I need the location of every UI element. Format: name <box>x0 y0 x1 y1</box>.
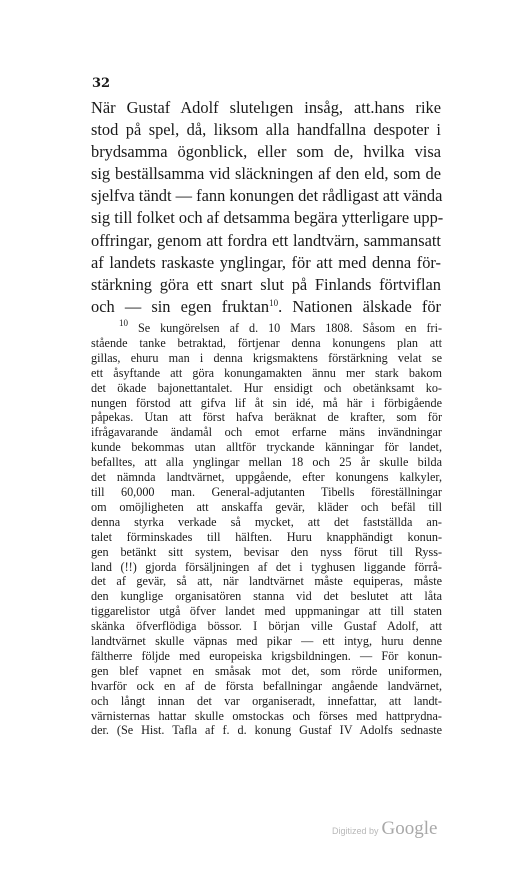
footnote-marker: 10 <box>269 297 279 308</box>
footnote-line: fältherre följde med europeiska krigsbildningen. — För konun- <box>91 648 442 663</box>
footnote-line: värnisternas hattar skulle omstockas och förses med hattprydna- <box>91 708 442 723</box>
footnote-line: ett åsyftande att göra konungamakten ännu mer stark bakom <box>91 365 442 380</box>
footnote-line: talet förminskades till hälften. Huru knapphändigt konun- <box>91 529 442 544</box>
footnote-line: påpekas. Utan att först hafva beräknat de krafter, som för <box>91 410 442 425</box>
body-line-last-before: och — sin egen fruktan <box>91 296 270 316</box>
footnote-line: tiggarelistor utgå öfver landet med uppmaningar att till staten <box>91 604 442 619</box>
footnote-line: landtvärnet skulle väpnas med pikar — ett intyg, huru denne <box>91 634 442 649</box>
footnote-line: land (!!) gjorda försäljningen af det i tyghusen liggande förrå- <box>91 559 442 574</box>
body-line: offringar, genom att fordra ett landtvärn, sammansatt <box>91 230 441 250</box>
body-line: stod på spel, då, liksom alla handfallna despoter i <box>91 120 441 140</box>
footnote-line: der. (Se Hist. Tafla af f. d. konung Gustaf IV Adolfs sednaste <box>91 723 442 738</box>
footnote-line: om omöjligheten att anskaffa gevär, kläder och befäl till <box>91 499 442 514</box>
footnote-line: nungen förstod att gifva lif åt sin idé, må här i förbigående <box>91 395 442 410</box>
footnote-line: denna styrka verkade så mycket, att det fastställda an- <box>91 514 442 529</box>
footnote-line: stående tanke betraktad, förtjenar denna konungens plan att <box>91 335 442 350</box>
footnote-line: gillas, ehuru man i denna krigsmaktens förstärkning velat se <box>91 350 442 365</box>
footnote-line: hvarför ock en af de första befallningar angående landvärnet, <box>91 678 442 693</box>
footnote-line: kunde bekommas utan alltför tryckande känningar för landet, <box>91 440 442 455</box>
google-logo: Google <box>381 818 438 839</box>
footnote-line: till 60,000 man. General-adjutanten Tibells föreställningar <box>91 484 442 499</box>
watermark-prefix: Digitized by <box>332 826 379 836</box>
body-line: sig beställsamma vid släckningen af den eld, som de <box>91 164 441 184</box>
footnote-line: gen betänkt sitt system, bevisar den nyss förut till Ryss- <box>91 544 442 559</box>
footnote-number: 10 <box>119 318 128 328</box>
body-line: sjelfva tändt — fann konungen det rådligast att vända <box>91 186 443 206</box>
footnote-first-text: Se kungörelsen af d. 10 Mars 1808. Såsom en fri- <box>137 321 443 335</box>
body-text <box>91 97 444 318</box>
body-line: stärkning göra ett snart slut på Finlands förtviflan <box>91 274 441 294</box>
page-number: 32 <box>92 76 111 91</box>
body-line: af landets raskaste ynglingar, för att med denna för- <box>91 252 441 272</box>
footnote-line: skänka öfverflödiga bössor. I början ville Gustaf Adolf, att <box>91 619 442 634</box>
footnote-line: gen blef vapnet en småsak mot det, som rörde uniformen, <box>91 663 442 678</box>
footnote-line: befalltes, att alla ynglingar mellan 18 och 25 år skulle bilda <box>91 455 442 470</box>
footnote-line: det ökade bajonettantalet. Hur ensidigt och obetänksamt ko- <box>91 380 442 395</box>
body-line-last-after: . Nationen älskade för <box>278 296 441 316</box>
footnote-line: det nämnda landtvärnet, uppgående, efter konungens kalkyler, <box>91 470 442 485</box>
body-line-last <box>91 296 441 318</box>
footnote-line: det af gevär, så att, när landtvärnet måste equiperas, måste <box>91 574 442 589</box>
footnote-line: och långt innan det var organiseradt, innefattar, att landt- <box>91 693 442 708</box>
body-line: När Gustaf Adolf slutelıgen insåg, att.hans rike <box>91 98 441 117</box>
footnote-line: den kunglige organisatören stanna vid det beslutet att låta <box>91 589 442 604</box>
body-line: sig till folket och af detsamma begära ytterligare upp- <box>91 208 444 228</box>
digitized-watermark <box>332 818 437 840</box>
footnote-first-line <box>91 318 443 336</box>
footnote <box>91 318 443 738</box>
footnote-line: ifrågavarande ändamål och emot erfarne mäns invändningar <box>91 425 442 440</box>
body-line: brydsamma ögonblick, eller som de, hvilka visa <box>91 142 441 162</box>
